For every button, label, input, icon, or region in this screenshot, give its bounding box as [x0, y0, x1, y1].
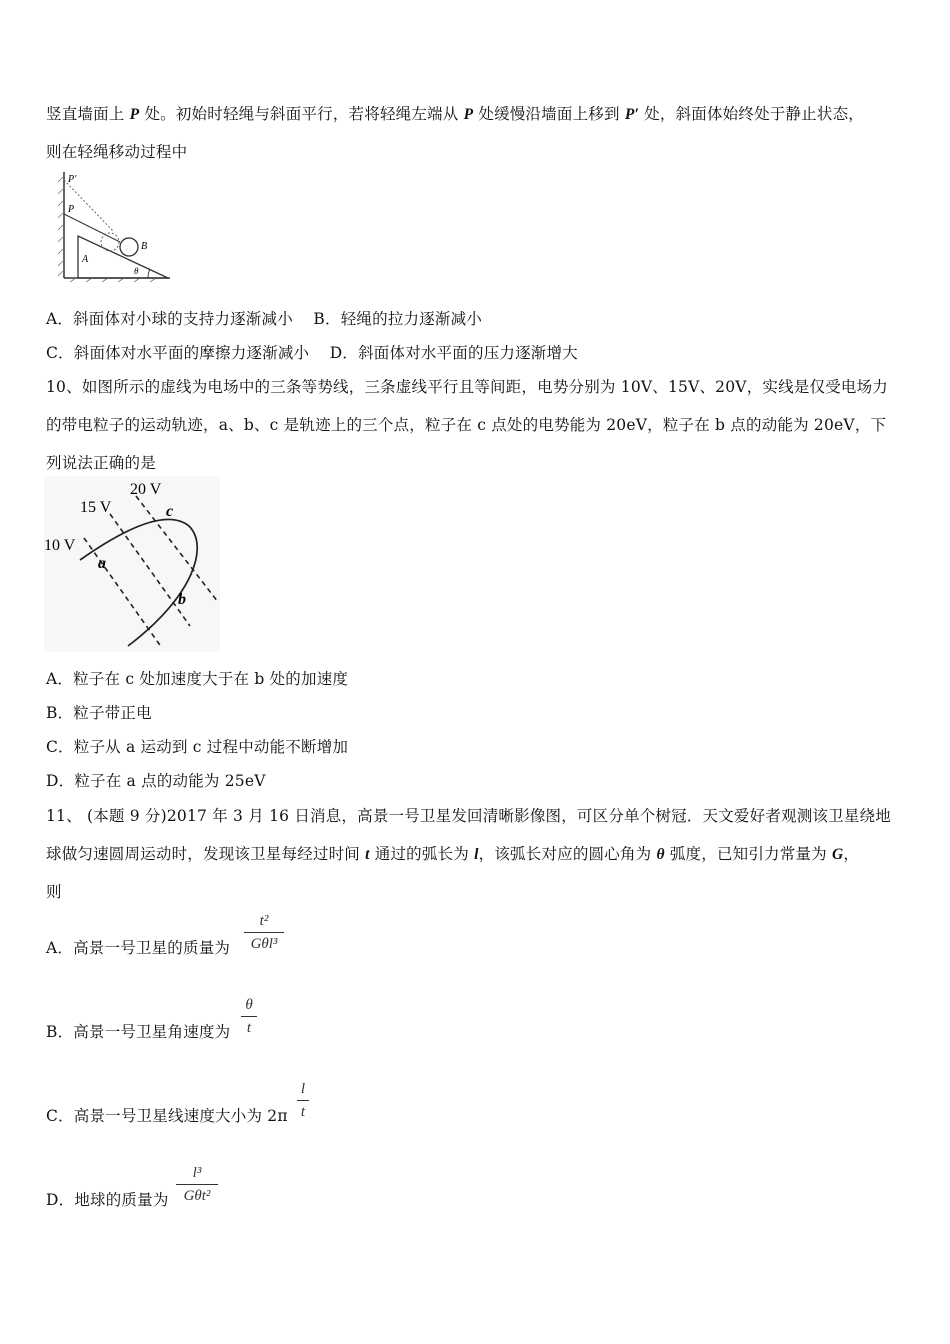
q9-option-d: D．斜面体对水平面的压力逐渐增大 — [329, 344, 578, 362]
fraction-numerator: l³ — [192, 1165, 202, 1181]
fraction-denominator: Gθt² — [183, 1188, 211, 1204]
var-l: l — [474, 846, 479, 863]
q9-option-a: A．斜面体对小球的支持力逐渐减小 — [46, 310, 293, 328]
q10-option-a: A．粒子在 c 处加速度大于在 b 处的加速度 — [46, 670, 349, 688]
q10-option-d: D．粒子在 a 点的动能为 25eV — [46, 772, 266, 790]
q10-text-line3: 列说法正确的是 — [46, 454, 156, 472]
fraction-bar — [297, 1100, 309, 1101]
q9-text-line1 — [46, 102, 864, 124]
q9-line1-part-b: 处。初始时轻绳与斜面平行，若将轻绳左端从 — [139, 105, 464, 123]
q9-option-c: C．斜面体对水平面的摩擦力逐渐减小 — [46, 344, 310, 362]
q11-option-c-fraction — [297, 1080, 309, 1121]
q10-option-b: B．粒子带正电 — [46, 704, 152, 722]
q9-options-ab — [46, 307, 482, 329]
q11-text-line2 — [46, 842, 859, 864]
q11-option-b: B．高景一号卫星角速度为 — [46, 1023, 231, 1041]
label-point-c: c — [166, 503, 174, 520]
fraction-bar — [244, 932, 284, 933]
fraction-denominator: Gθl³ — [250, 936, 278, 952]
label-theta: θ — [134, 266, 139, 276]
label-point-b: b — [178, 591, 186, 608]
q11-option-b-fraction — [241, 996, 257, 1037]
q11-option-c: C．高景一号卫星线速度大小为 2π — [46, 1107, 288, 1125]
q11-line2-part-d: 弧度，已知引力常量为 — [664, 845, 832, 863]
q9-text-line2: 则在轻绳移动过程中 — [46, 143, 188, 161]
fraction-numerator: θ — [245, 997, 253, 1013]
q9-line1-part-d: 处，斜面体始终处于静止状态， — [639, 105, 864, 123]
label-p: P — [68, 204, 75, 215]
q11-line2-part-b: 通过的弧长为 — [369, 845, 475, 863]
q9-incline-figure — [56, 170, 178, 282]
q11-line2-part-c: ，该弧长对应的圆心角为 — [478, 845, 657, 863]
q11-text-line3: 则 — [46, 883, 62, 901]
var-p: P — [129, 106, 140, 123]
q11-option-d-fraction — [176, 1164, 218, 1205]
q11-option-d: D．地球的质量为 — [46, 1191, 169, 1209]
ball-b — [120, 238, 138, 256]
q9-line1-part-c: 处缓慢沿墙面上移到 — [473, 105, 625, 123]
label-10v: 10 V — [44, 537, 76, 554]
figure-background — [44, 476, 220, 652]
q9-option-b: B．轻绳的拉力逐渐减小 — [313, 310, 483, 328]
var-t: t — [365, 846, 370, 863]
q11-option-a-fraction — [244, 912, 284, 953]
q10-option-c: C．粒子从 a 运动到 c 过程中动能不断增加 — [46, 738, 349, 756]
var-p: P — [463, 106, 474, 123]
label-point-a: a — [98, 555, 106, 572]
label-15v: 15 V — [80, 499, 112, 516]
label-a: A — [82, 254, 89, 265]
q10-field-figure — [44, 476, 220, 652]
q11-text-line1: 11、 (本题 9 分)2017 年 3 月 16 日消息，高景一号卫星发回清晰影像图，可区分单个树冠．天文爱好者观测该卫星绕地 — [46, 807, 891, 825]
var-theta: θ — [656, 846, 665, 863]
ball-dashed — [101, 233, 119, 251]
var-p-prime: P′ — [624, 106, 640, 123]
q11-option-a: A．高景一号卫星的质量为 — [46, 939, 231, 957]
theta-arc — [148, 269, 150, 278]
fraction-bar — [176, 1184, 218, 1185]
q10-text-line2: 的带电粒子的运动轨迹，a、b、c 是轨迹上的三个点，粒子在 c 点处的电势能为 20eV，粒子在 b 点的动能为 20eV，下 — [46, 416, 887, 434]
var-g: G — [831, 846, 844, 863]
fraction-numerator: l — [300, 1081, 306, 1097]
label-p-prime: P′ — [68, 174, 77, 185]
fraction-denominator: t — [246, 1020, 252, 1036]
fraction-numerator: t² — [259, 913, 269, 929]
wall-hatch — [58, 176, 64, 276]
label-b: B — [141, 241, 148, 252]
label-20v: 20 V — [130, 481, 162, 498]
fraction-denominator: t — [300, 1104, 306, 1120]
q11-line2-part-a: 球做匀速圆周运动时，发现该卫星每经过时间 — [46, 845, 366, 863]
q11-line2-part-e: ， — [843, 845, 860, 863]
q9-line1-part-a: 竖直墙面上 — [46, 105, 130, 123]
q10-text-line1: 10、如图所示的虚线为电场中的三条等势线，三条虚线平行且等间距，电势分别为 10V、15V、20V，实线是仅受电场力 — [46, 378, 889, 396]
q9-options-cd — [46, 341, 578, 363]
rope-solid — [64, 214, 120, 242]
fraction-bar — [241, 1016, 257, 1017]
